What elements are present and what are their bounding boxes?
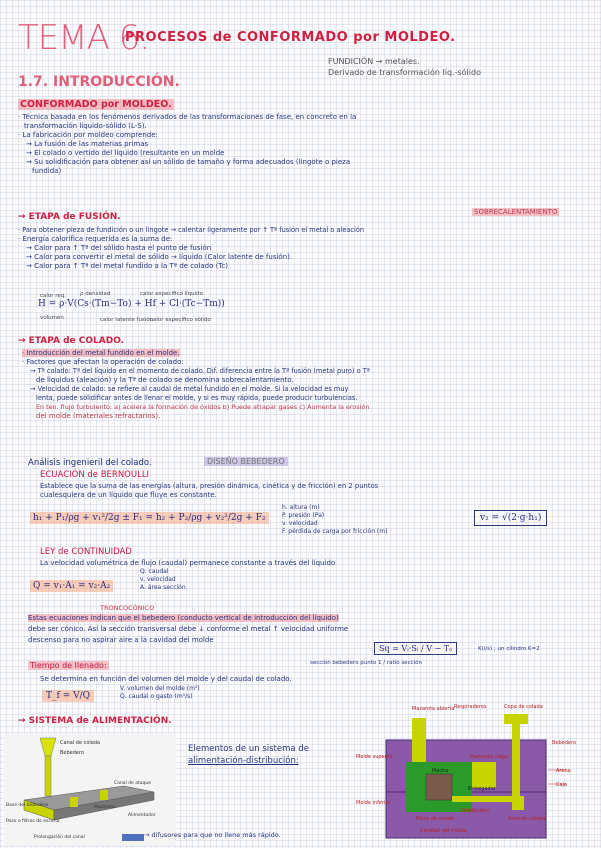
continuity-title: LEY de CONTINUIDAD [40, 547, 132, 557]
mold-label: Pozo de colada [508, 816, 546, 822]
mold-label: Mazarota ciega [470, 754, 509, 760]
fusion-label: calor específico sólido [150, 317, 211, 323]
diagram-label: Bebedero [60, 750, 85, 756]
time-title: Tiempo de llenado: [30, 661, 107, 670]
intro-subheading: CONFORMADO por MOLDEO. [20, 99, 172, 110]
tema-title: TEMA 6. [18, 18, 150, 58]
intro-line: → El colado o vertido del líquido (resultante en un molde [26, 149, 225, 157]
legend-item: h. altura (m) [282, 504, 320, 511]
colado-line: de liquidus (aleación) y la Tª de colado se denomina sobrecalentamiento. [36, 376, 294, 384]
intro-line: fundida) [32, 167, 62, 175]
continuity-text: La velocidad volumétrica de flujo (caudal) permanece constante a través del líquido [40, 559, 336, 567]
left-diagram-note: → difusores para que no llene más rápido. [144, 831, 281, 839]
mold-label: Entregador [468, 786, 496, 792]
fusion-label: ρ densidad [80, 291, 111, 297]
diseno-bebedero-tag: DISEÑO BEBEDERO [204, 457, 288, 466]
analysis-heading: Análisis ingenieril del colado. [28, 458, 152, 468]
legend-item: v. velocidad [282, 520, 318, 527]
macho-shape [426, 774, 452, 800]
fusion-label: calor específico líquido [140, 291, 203, 297]
mold-label: Molde superior [356, 754, 394, 760]
diagram-label: Canal de colada [60, 740, 101, 746]
mold-label: Distribuidor [460, 808, 490, 814]
colado-line: En ten. flujo turbulento: a) acelera la formación de óxidos b) Puede atrapar gases c) Aumenta la erosión [36, 403, 370, 411]
legend-item: Q. caudal o gasto (m³/s) [120, 693, 193, 700]
bebedero-shape [45, 756, 51, 796]
sq-note: K(i/s) ; un cilindro K=2 [478, 646, 540, 652]
legend-item: P. presión (Pa) [282, 512, 325, 519]
legend-item: Q. caudal [140, 568, 169, 575]
diagram-label: Canal de ataque [114, 781, 152, 786]
tronco-text: debe ser cónico. Así la sección transversal debe ↓ conforme el metal ↑ velocidad uniforme [28, 625, 349, 633]
tronco-text: Estas ecuaciones indican que el bebedero (conducto vertical de introducción del líquido) [28, 614, 339, 622]
fusion-formula: H = ρ·V(Cs·(Tm−To) + Hf + Cl·(Tc−Tm)) [38, 299, 225, 309]
header-note-1: FUNDICIÓN → metales. [328, 57, 420, 66]
mold-label: Respiraderos [454, 704, 487, 710]
mold-label: Pieza de molde [416, 816, 455, 822]
diagram-label: Pozo o filtros de escoria [6, 819, 60, 824]
time-text: Se determina en función del volumen del molde y del caudal de colado. [40, 675, 292, 683]
colado-line: del molde (materiales refractarios). [36, 412, 161, 420]
sobrecalentamiento-tag: SOBRECALENTAMIENTO [474, 208, 558, 216]
colado-heading: → ETAPA de COLADO. [18, 336, 125, 346]
diagram-label: Prolongación del canal [34, 835, 85, 840]
diagram-label: Mazarota [94, 805, 115, 810]
intro-heading: 1.7. INTRODUCCIÓN. [18, 74, 180, 90]
colado-line: lenta, puede solidificar antes de llenar el molde, y si es muy rápida, puede producir turbulencias. [36, 394, 358, 402]
fusion-line: · Para obtener pieza de fundición o un lingote → calentar ligeramente por ↑ Tª fusión el metal o aleación [18, 226, 365, 234]
diagram-bg [4, 734, 176, 846]
elements-title: Elementos de un sistema de [188, 744, 309, 754]
header-note-2: Derivado de transformación líq.-sólido [328, 68, 481, 77]
mazarota-abierta-shape [412, 718, 426, 764]
intro-line: · Técnica basada en los fenómenos derivados de las transformaciones de fase, en concreto en la [18, 113, 357, 121]
sq-formula: Sq = Vᵢ·Sᵢ / V − Tₒ [374, 642, 457, 655]
legend-item: A. área sección [140, 584, 186, 591]
legend-item: V. volumen del molde (m³) [120, 685, 200, 692]
time-legend [120, 685, 200, 701]
intro-line: → La fusión de las materias primas [26, 140, 149, 148]
mold-label: Macho [432, 768, 449, 774]
intro-line: · La fabricación por moldeo comprende: [18, 131, 158, 139]
ataque-shape [70, 797, 78, 807]
legend-item: v. velocidad [140, 576, 176, 583]
ataque-shape-2 [100, 790, 108, 800]
fusion-line: → Calor para ↑ Tª del metal fundido a la Tª de colado (Tc) [26, 262, 229, 270]
diagram-label: Alimentador [128, 813, 156, 818]
mold-label: Mazarota abierta [412, 706, 455, 712]
colado-line: → Velocidad de colado: se refiere al caudal de metal fundido en el molde. Si la velocidad es muy [30, 385, 349, 393]
bernoulli-text: Establece que la suma de las energías (altura, presión dinámica, cinética y de fricción) en 2 puntos [40, 482, 379, 490]
feeding-system-diagram [4, 734, 176, 846]
intro-body [18, 113, 593, 176]
velocity-formula: v₂ = √(2·g·h₁) [474, 510, 547, 526]
mazarota-ciega-shape [472, 762, 496, 788]
colado-line: · Introducción del metal fundido en el molde. [22, 349, 180, 357]
intro-line: → Su solidificación para obtener así un sólido de tamaño y forma adecuados (lingote o pieza [26, 158, 351, 166]
alimentador-box [122, 834, 144, 841]
fusion-body [18, 226, 596, 271]
bernoulli-title: ECUACIÓN de BERNOULLI [40, 470, 150, 480]
mold-label: Arena [556, 768, 571, 774]
diagram-label: Base del bebedero [6, 803, 49, 808]
pozo-shape [512, 796, 524, 810]
fusion-label: calor req. [40, 293, 67, 299]
fusion-line: → Calor para convertir el metal de sólido → líquido (Calor latente de fusión). [26, 253, 293, 261]
colado-line: → Tª colado: Tª del líquido en el momento de colado. Dif. diferencia entre la Tª fusión (metal puro) o Tª [30, 367, 370, 375]
bernoulli-formula: h₁ + P₁/ρg + v₁²/2g ± F₁ = h₂ + P₂/ρg + v₂²/2g + F₂ [30, 512, 269, 524]
bebedero-r-shape [512, 724, 520, 796]
troncoconico-tag: TRONCOCÓNICO [100, 604, 155, 612]
bernoulli-text: cualesquiera de un líquido que fluye es constante. [40, 491, 217, 499]
copa-colada-shape [504, 714, 528, 724]
alimentacion-heading: → SISTEMA de ALIMENTACIÓN. [18, 716, 172, 726]
tronco-line [28, 614, 339, 623]
mold-label: Molde inferior [356, 800, 391, 806]
fusion-heading: → ETAPA de FUSIÓN. [18, 212, 121, 222]
fusion-line: · Energía calorífica requerida es la suma de: [18, 235, 173, 243]
continuity-formula: Q = v₁·A₁ = v₂·A₂ [30, 580, 113, 592]
mold-label: Cavidad del molde [420, 828, 467, 834]
fusion-line: → Calor para ↑ Tª del sólido hasta el punto de fusión [26, 244, 212, 252]
continuity-legend [140, 568, 186, 592]
bernoulli-legend [282, 504, 387, 536]
mold-label: Copa de colada [504, 704, 543, 710]
fusion-label: volumen [40, 315, 64, 321]
sq-label: sección bebedero punto 1 / ratio sección [310, 660, 422, 666]
time-formula: T_f = V/Q [42, 690, 94, 702]
distribuidor-shape [452, 796, 518, 802]
mold-label: Caja [556, 782, 568, 788]
fusion-label: calor latente fusión [100, 317, 154, 323]
mold-diagram [356, 700, 596, 845]
page-title: PROCESOS de CONFORMADO por MOLDEO. [125, 30, 456, 45]
colado-body [22, 349, 597, 421]
mold-label: Bebedero [552, 740, 577, 746]
colado-line: · Factores que afectan la operación de colado: [22, 358, 184, 366]
tronco-text: descenso para no aspirar aire a la cavidad del molde [28, 636, 214, 644]
intro-line: transformación líquido-sólido (L-S). [24, 122, 147, 130]
legend-item: F. pérdida de carga por fricción (m) [282, 528, 388, 535]
elements-title: alimentación-distribución: [188, 756, 299, 766]
